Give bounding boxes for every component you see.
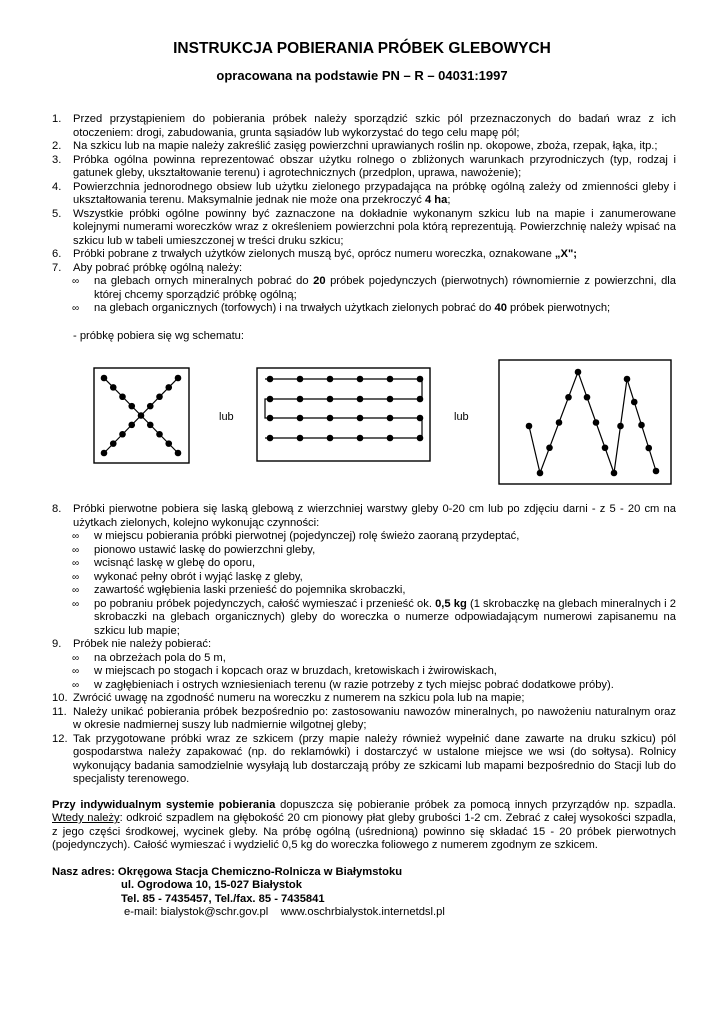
sample-point bbox=[147, 422, 154, 429]
bullet-item: ∞ w miejscach po stogach i kopcach oraz w bruzdach, kretowiskach i żwirowiskach, bbox=[72, 665, 497, 677]
zigzag-path bbox=[529, 372, 656, 473]
sample-point bbox=[526, 423, 533, 430]
sample-point bbox=[267, 415, 274, 422]
sample-point bbox=[537, 470, 544, 477]
sample-point bbox=[357, 415, 364, 422]
serpentine-path bbox=[265, 379, 422, 438]
list-item: 3. Próbka ogólna powinna reprezentować obszar użytku rolnego o zbliżonych warunkach przyrodniczych (typ, rodzaj i gatunek gleby, ukształtowanie terenu) i agrotechnicznych (przedplon, uprawa, nawożenie); bbox=[52, 153, 676, 179]
sample-point bbox=[653, 468, 660, 475]
sample-point bbox=[387, 415, 394, 422]
infinity-bullet-icon: ∞ bbox=[72, 666, 80, 677]
scheme-or-label-2: lub bbox=[454, 411, 469, 423]
infinity-bullet-icon: ∞ bbox=[72, 276, 80, 287]
sampling-schemes bbox=[52, 359, 676, 489]
sample-point bbox=[119, 431, 126, 438]
sample-point bbox=[147, 403, 154, 410]
sampling-schemes-figure bbox=[52, 359, 676, 489]
sample-point bbox=[138, 412, 145, 419]
sample-point bbox=[327, 415, 334, 422]
list-item: 1. Przed przystąpieniem do pobierania próbek należy sporządzić szkic pól przeznaczonych do badań wraz z ich otoczeniem: drogi, zabudowania, grunta sąsiadów lub wykorzystać do tego celu mapę pól; bbox=[52, 113, 676, 139]
sample-point bbox=[631, 399, 638, 406]
sample-point bbox=[156, 393, 163, 400]
sample-point bbox=[119, 393, 126, 400]
list-item: 12. Tak przygotowane próbki wraz ze szkicem (przy mapie należy również wypełnić dane zawarte na druku szkicu) pól gospodarstwa należy zapakować (np. do reklamówki) i dostarczyć w ustalone miejsce we wsi (do sołtysa). Rolnicy wykonujący badania samodzielnie wysyłają lub dostarczają próby ze szkicami lub mapami bezpośrednio do Stacji lub do specjalisty terenowego. bbox=[52, 732, 676, 785]
sample-point bbox=[593, 419, 600, 426]
address-block bbox=[52, 866, 676, 920]
sample-point bbox=[387, 396, 394, 403]
sample-point bbox=[128, 403, 135, 410]
sample-point bbox=[417, 415, 424, 422]
infinity-bullet-icon: ∞ bbox=[72, 558, 80, 569]
bullet-item: ∞ wykonać pełny obrót i wyjąć laskę z gleby, bbox=[72, 570, 303, 583]
sample-point bbox=[297, 376, 304, 383]
list-item: 5. Wszystkie próbki ogólne powinny być zaznaczone na dokładnie wykonanym szkicu lub na mapie i zanumerowane kolejnymi numerami woreczków wraz z określeniem powierzchni pola którą reprezentują. Powierzchnię należy wpisać na szkicu lub w tabeli umieszczonej w treści druku szkicu; bbox=[52, 207, 676, 247]
list-item: 7. Aby pobrać próbkę ogólną należy: bbox=[52, 261, 243, 274]
scheme-or-label-1: lub bbox=[219, 411, 234, 423]
list-item: 2. Na szkicu lub na mapie należy zakreślić zasięg powierzchni uprawianych roślin np. okopowe, zboża, rzepak, łąka, itp.; bbox=[52, 140, 658, 152]
sample-point bbox=[165, 384, 172, 391]
sample-point bbox=[297, 415, 304, 422]
document-title: INSTRUKCJA POBIERANIA PRÓBEK GLEBOWYCH bbox=[173, 40, 551, 57]
sample-point bbox=[417, 376, 424, 383]
bullet-item: ∞ w miejscu pobierania próbki pierwotnej (pojedynczej) rolę świeżo zaoraną przydeptać, bbox=[72, 530, 520, 542]
zigzag-sample-points bbox=[526, 369, 660, 477]
document-subtitle: opracowana na podstawie PN – R – 04031:1997 bbox=[216, 68, 508, 83]
scheme-note: - próbkę pobiera się wg schematu: bbox=[73, 329, 245, 342]
list-item: 8. Próbki pierwotne pobiera się laską glebową z wierzchniej warstwy gleby 0-20 cm lub po zdjęciu darni - z 5 - 20 cm na użytkach zielonych, kolejno wykonując czynności: bbox=[52, 503, 676, 529]
sample-point bbox=[175, 450, 182, 457]
sample-point bbox=[128, 422, 135, 429]
serpentine-scheme bbox=[257, 368, 430, 461]
sample-point bbox=[546, 444, 553, 451]
infinity-bullet-icon: ∞ bbox=[72, 652, 80, 664]
list-item: 11. Należy unikać pobierania próbek bezpośrednio po: zastosowaniu nawozów mineralnych, po nawożeniu naturalnym oraz w okresie nadmiernej suszy lub nadmiernie wilgotnej gleby; bbox=[52, 705, 676, 731]
infinity-bullet-icon: ∞ bbox=[72, 598, 80, 610]
sample-point bbox=[357, 396, 364, 403]
sample-point bbox=[327, 435, 334, 442]
street-address: ul. Ogrodowa 10, 15-027 Białystok bbox=[121, 879, 302, 891]
sample-point bbox=[611, 470, 618, 477]
sample-point bbox=[556, 419, 563, 426]
sample-point bbox=[101, 375, 108, 382]
list-item: 9. Próbek nie należy pobierać: bbox=[52, 638, 212, 650]
sample-point bbox=[575, 369, 582, 376]
infinity-bullet-icon: ∞ bbox=[72, 531, 80, 542]
bullet-item: ∞ po pobraniu próbek pojedynczych, całość wymieszać i przenieść ok. 0,5 kg (1 skrobaczkę na glebach mineralnych i 2 skrobaczki na glebach organicznych) gleby do woreczka o numerze odpowiadającym numerowi zapisanemu na szkicu lub mapie; bbox=[72, 597, 677, 637]
phone-numbers: Tel. 85 - 7435457, Tel./fax. 85 - 7435841 bbox=[121, 892, 325, 905]
sample-point bbox=[357, 435, 364, 442]
sample-point bbox=[638, 422, 645, 429]
bullet-item: ∞ pionowo ustawić laskę do powierzchni gleby, bbox=[72, 543, 316, 556]
sample-point bbox=[297, 396, 304, 403]
sample-point bbox=[267, 435, 274, 442]
infinity-bullet-icon: ∞ bbox=[72, 544, 80, 556]
serpentine-frame bbox=[257, 368, 430, 461]
sample-point bbox=[565, 394, 572, 401]
list-item: 10. Zwrócić uwagę na zgodność numeru na woreczku z numerem na szkicu pola lub na mapie; bbox=[52, 692, 525, 704]
bullet-item: ∞ na glebach organicznych (torfowych) i na trwałych użytkach zielonych pobrać do 40 próbek pierwotnych; bbox=[72, 302, 611, 314]
sample-point bbox=[387, 376, 394, 383]
serpentine-sample-points bbox=[267, 376, 424, 442]
infinity-bullet-icon: ∞ bbox=[72, 571, 80, 583]
sample-point bbox=[165, 440, 172, 447]
sample-point bbox=[624, 376, 631, 383]
bullet-item: ∞ na glebach ornych mineralnych pobrać do 20 próbek pojedynczych (pierwotnych) równomiernie z powierzchni, dla której chcemy sporządzić próbkę ogólną; bbox=[72, 275, 676, 301]
list-item: 4. Powierzchnia jednorodnego obsiew lub użytku zielonego przypadająca na próbkę ogólną zależy od zmienności gleby i ukształtowania terenu. Maksymalnie jednak nie może ona przekroczyć 4 ha; bbox=[52, 180, 676, 206]
infinity-bullet-icon: ∞ bbox=[72, 303, 80, 314]
x-sample-points bbox=[101, 375, 182, 457]
sample-point bbox=[156, 431, 163, 438]
sample-point bbox=[417, 396, 424, 403]
list-item: 6. Próbki pobrane z trwałych użytków zielonych muszą być, oprócz numeru woreczka, oznakowane „X"; bbox=[52, 248, 577, 260]
sample-point bbox=[584, 394, 591, 401]
station-name: Okręgowa Stacja Chemiczno-Rolnicza w Białymstoku bbox=[117, 865, 403, 878]
bullet-item: ∞ wcisnąć laskę w glebę do oporu, bbox=[72, 557, 256, 569]
infinity-bullet-icon: ∞ bbox=[72, 585, 80, 596]
sample-point bbox=[175, 375, 182, 382]
sample-point bbox=[110, 384, 117, 391]
bullet-item: ∞ na obrzeżach pola do 5 m, bbox=[72, 651, 226, 664]
sample-point bbox=[357, 376, 364, 383]
sample-point bbox=[602, 444, 609, 451]
website-link[interactable]: www.oschrbialystok.internetdsl.pl bbox=[280, 906, 445, 918]
instructions-content bbox=[52, 113, 676, 920]
sample-point bbox=[101, 450, 108, 457]
email-address[interactable]: e-mail: bialystok@schr.gov.pl bbox=[124, 906, 269, 918]
sample-point bbox=[110, 440, 117, 447]
zigzag-frame bbox=[499, 360, 671, 484]
sample-point bbox=[267, 396, 274, 403]
sample-point bbox=[617, 423, 624, 430]
sample-point bbox=[417, 435, 424, 442]
individual-system-paragraph: Przy indywidualnym systemie pobierania dopuszcza się pobieranie próbek za pomocą innych przyrządów np. szpadla. Wtedy należy: odkroić szpadlem na głębokość 20 cm pionowy płat gleby grubości 1-2 cm. Zebrać z całej wysokości szpadla, z jego części środkowej, wycinek gleby. Na próbę ogólną (uśrednioną) powinno się składać 15 - 20 próbek pierwotnych (pojedynczych). Całość wymieszać i wydzielić 0,5 kg do woreczka foliowego z numerem zgodnym ze szkicem. bbox=[52, 798, 677, 851]
sample-point bbox=[387, 435, 394, 442]
bullet-item: ∞ zawartość wgłębienia laski przenieść do pojemnika skrobaczki, bbox=[72, 584, 406, 596]
sample-point bbox=[327, 376, 334, 383]
x-pattern-scheme bbox=[94, 368, 189, 463]
sample-point bbox=[645, 445, 652, 452]
sample-point bbox=[297, 435, 304, 442]
infinity-bullet-icon: ∞ bbox=[72, 679, 80, 691]
bullet-item: ∞ w zagłębieniach i ostrych wzniesieniach terenu (w razie potrzeby z tych miejsc pobrać dodatkowe próby). bbox=[72, 678, 614, 691]
sample-point bbox=[327, 396, 334, 403]
sample-point bbox=[267, 376, 274, 383]
address-label: Nasz adres: bbox=[52, 865, 115, 878]
zigzag-scheme bbox=[499, 360, 671, 484]
